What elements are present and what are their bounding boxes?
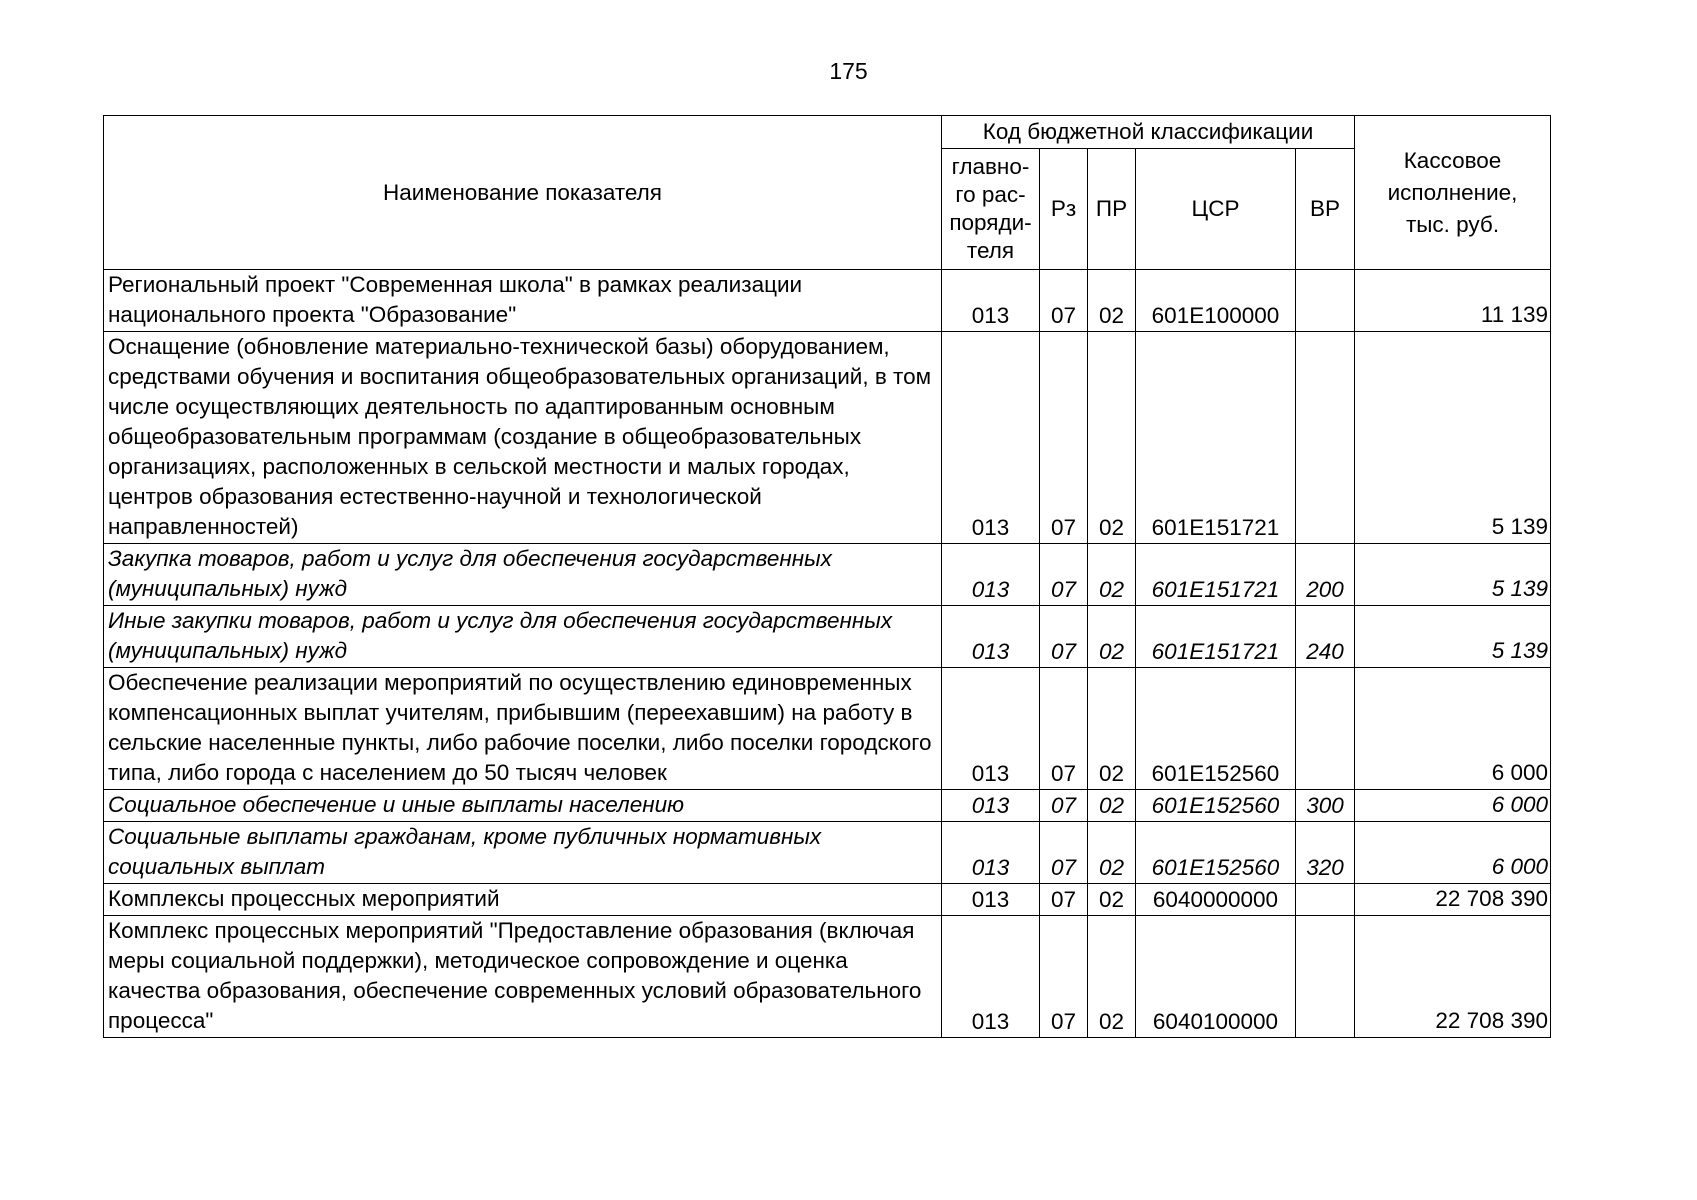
cell-chief-manager: 013 bbox=[942, 884, 1040, 916]
cell-amount: 22 708 390 bbox=[1355, 884, 1551, 916]
header-row-1 bbox=[104, 116, 1551, 149]
table-row bbox=[104, 884, 1551, 916]
cell-amount: 6 000 bbox=[1355, 790, 1551, 822]
header-chief-manager bbox=[942, 149, 1040, 270]
cell-csr: 6040100000 bbox=[1136, 916, 1296, 1038]
cell-csr: 601E152560 bbox=[1136, 668, 1296, 790]
cell-name: Обеспечение реализации мероприятий по осуществлению единовременных компенсационных выплат учителям, прибывшим (переехавшим) на работу в сельские населенные пункты, либо рабочие поселки, либо поселки городского типа, либо города с населением до 50 тысяч человек bbox=[104, 668, 942, 790]
cell-pr: 02 bbox=[1088, 332, 1136, 544]
table-row bbox=[104, 270, 1551, 332]
cell-rz: 07 bbox=[1040, 790, 1088, 822]
cell-name: Закупка товаров, работ и услуг для обеспечения государственных (муниципальных) нужд bbox=[104, 544, 942, 606]
cell-vr bbox=[1296, 332, 1355, 544]
cell-rz: 07 bbox=[1040, 884, 1088, 916]
cell-csr: 601E100000 bbox=[1136, 270, 1296, 332]
cell-csr: 601E151721 bbox=[1136, 606, 1296, 668]
cell-name: Региональный проект "Современная школа" в рамках реализации национального проекта "Образование" bbox=[104, 270, 942, 332]
table-row bbox=[104, 822, 1551, 884]
cell-rz: 07 bbox=[1040, 332, 1088, 544]
cell-chief-manager: 013 bbox=[942, 668, 1040, 790]
cell-csr: 6040000000 bbox=[1136, 884, 1296, 916]
header-chief-manager-label: главно- го рас- поряди- теля bbox=[949, 154, 1032, 263]
table-row bbox=[104, 606, 1551, 668]
cell-vr bbox=[1296, 668, 1355, 790]
cell-pr: 02 bbox=[1088, 544, 1136, 606]
cell-chief-manager: 013 bbox=[942, 544, 1040, 606]
header-rz: Рз bbox=[1040, 149, 1088, 270]
header-amount bbox=[1355, 116, 1551, 270]
table-row bbox=[104, 668, 1551, 790]
cell-chief-manager: 013 bbox=[942, 822, 1040, 884]
cell-rz: 07 bbox=[1040, 668, 1088, 790]
cell-amount: 22 708 390 bbox=[1355, 916, 1551, 1038]
cell-rz: 07 bbox=[1040, 544, 1088, 606]
cell-name: Оснащение (обновление материально-технической базы) оборудованием, средствами обучения и воспитания общеобразовательных организаций, в том числе осуществляющих деятельность по адаптированным основным общеобразовательным программам (создание в общеобразовательных организациях, расположенных в сельской местности и малых городах, центров образования естественно-научной и технологической направленностей) bbox=[104, 332, 942, 544]
cell-vr bbox=[1296, 884, 1355, 916]
cell-vr: 320 bbox=[1296, 822, 1355, 884]
cell-amount: 6 000 bbox=[1355, 668, 1551, 790]
cell-name: Социальные выплаты гражданам, кроме публичных нормативных социальных выплат bbox=[104, 822, 942, 884]
cell-vr bbox=[1296, 270, 1355, 332]
table-row bbox=[104, 790, 1551, 822]
cell-name: Комплексы процессных мероприятий bbox=[104, 884, 942, 916]
cell-csr: 601E151721 bbox=[1136, 332, 1296, 544]
table-row bbox=[104, 544, 1551, 606]
table-row bbox=[104, 332, 1551, 544]
cell-rz: 07 bbox=[1040, 270, 1088, 332]
cell-pr: 02 bbox=[1088, 822, 1136, 884]
cell-vr bbox=[1296, 916, 1355, 1038]
cell-rz: 07 bbox=[1040, 822, 1088, 884]
header-csr: ЦСР bbox=[1136, 149, 1296, 270]
cell-amount: 6 000 bbox=[1355, 822, 1551, 884]
cell-rz: 07 bbox=[1040, 916, 1088, 1038]
header-vr: ВР bbox=[1296, 149, 1355, 270]
cell-pr: 02 bbox=[1088, 270, 1136, 332]
cell-chief-manager: 013 bbox=[942, 916, 1040, 1038]
cell-pr: 02 bbox=[1088, 668, 1136, 790]
cell-csr: 601E152560 bbox=[1136, 790, 1296, 822]
header-pr: ПР bbox=[1088, 149, 1136, 270]
cell-amount: 5 139 bbox=[1355, 332, 1551, 544]
page-number: 175 bbox=[829, 58, 868, 84]
cell-csr: 601E151721 bbox=[1136, 544, 1296, 606]
table-body bbox=[104, 270, 1551, 1038]
header-amount-label: Кассовое исполнение, тыс. руб. bbox=[1387, 147, 1518, 237]
cell-name: Иные закупки товаров, работ и услуг для обеспечения государственных (муниципальных) нужд bbox=[104, 606, 942, 668]
cell-pr: 02 bbox=[1088, 916, 1136, 1038]
cell-amount: 11 139 bbox=[1355, 270, 1551, 332]
cell-chief-manager: 013 bbox=[942, 270, 1040, 332]
cell-name: Социальное обеспечение и иные выплаты населению bbox=[104, 790, 942, 822]
header-name: Наименование показателя bbox=[104, 116, 942, 270]
cell-chief-manager: 013 bbox=[942, 332, 1040, 544]
cell-pr: 02 bbox=[1088, 884, 1136, 916]
cell-chief-manager: 013 bbox=[942, 606, 1040, 668]
cell-pr: 02 bbox=[1088, 790, 1136, 822]
cell-vr: 200 bbox=[1296, 544, 1355, 606]
cell-name: Комплекс процессных мероприятий "Предоставление образования (включая меры социальной поддержки), методическое сопровождение и оценка качества образования, обеспечение современных условий образовательного процесса" bbox=[104, 916, 942, 1038]
table-row bbox=[104, 916, 1551, 1038]
budget-execution-table bbox=[103, 115, 1551, 1038]
cell-csr: 601E152560 bbox=[1136, 822, 1296, 884]
cell-pr: 02 bbox=[1088, 606, 1136, 668]
cell-chief-manager: 013 bbox=[942, 790, 1040, 822]
cell-amount: 5 139 bbox=[1355, 544, 1551, 606]
header-budget-code: Код бюджетной классификации bbox=[942, 116, 1355, 149]
cell-amount: 5 139 bbox=[1355, 606, 1551, 668]
cell-vr: 240 bbox=[1296, 606, 1355, 668]
cell-rz: 07 bbox=[1040, 606, 1088, 668]
cell-vr: 300 bbox=[1296, 790, 1355, 822]
